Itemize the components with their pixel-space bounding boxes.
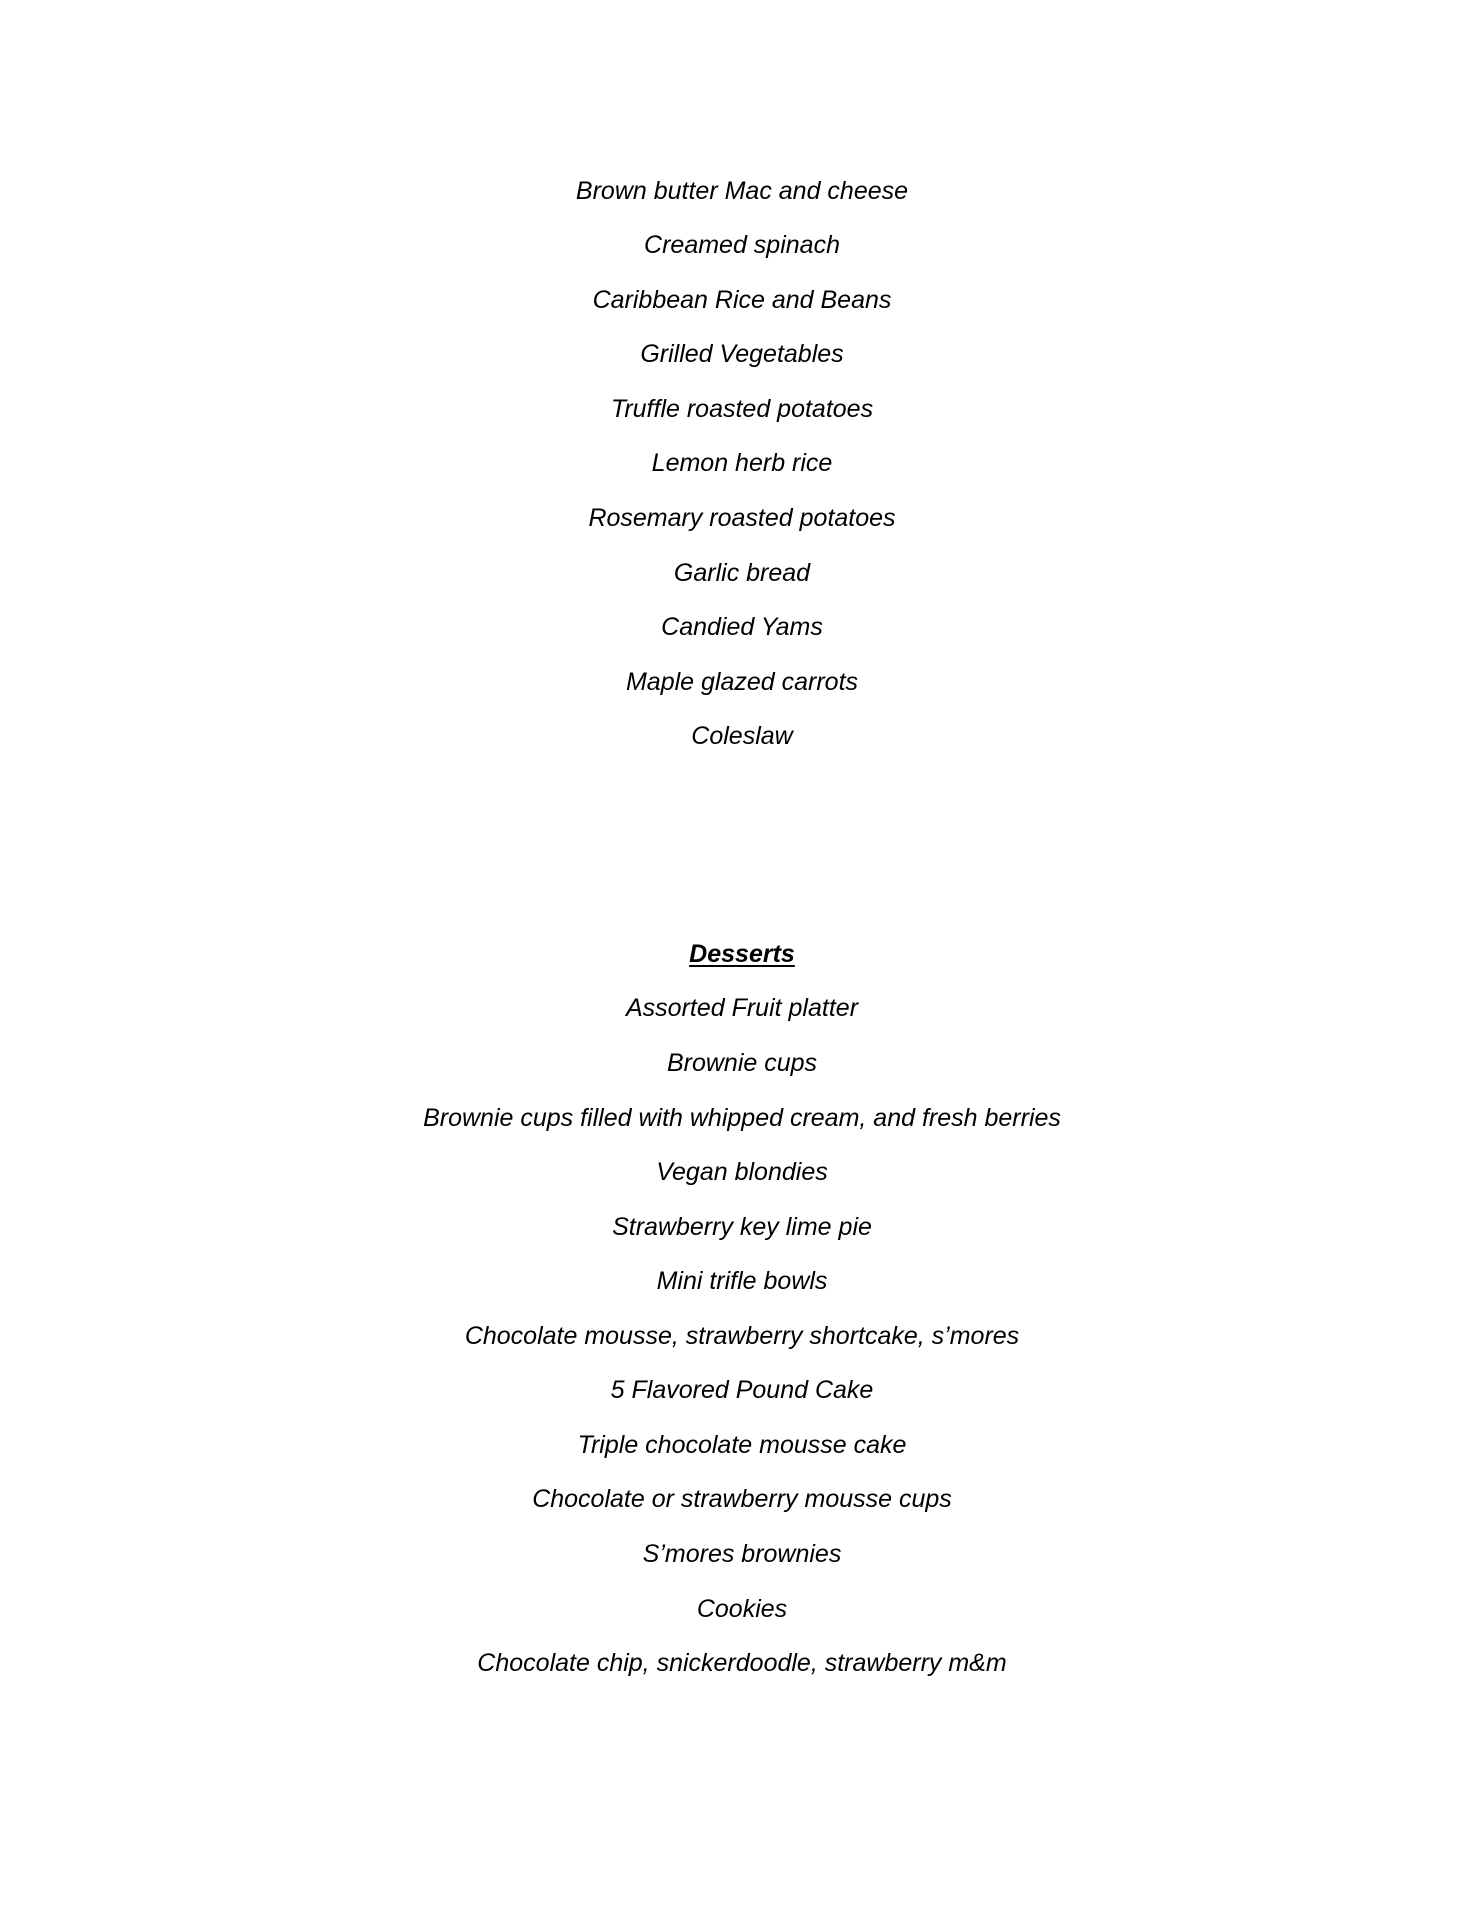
menu-item: Assorted Fruit platter [625, 994, 859, 1022]
menu-item: Brownie cups filled with whipped cream, and fresh berries [423, 1104, 1061, 1132]
menu-item: Brownie cups [666, 1049, 818, 1077]
menu-item: Strawberry key lime pie [612, 1213, 872, 1241]
menu-item: Chocolate or strawberry mousse cups [532, 1485, 952, 1513]
menu-item: Vegan blondies [656, 1158, 828, 1186]
menu-item: Candied Yams [661, 613, 823, 641]
menu-item: Brown butter Mac and cheese [575, 177, 909, 205]
menu-item: Truffle roasted potatoes [610, 395, 874, 423]
menu-item: Rosemary roasted potatoes [588, 504, 896, 532]
menu-item: Mini trifle bowls [656, 1267, 828, 1295]
menu-item: Chocolate chip, snickerdoodle, strawberry m&m [477, 1649, 1007, 1677]
menu-item: Lemon herb rice [651, 449, 833, 477]
menu-item: Triple chocolate mousse cake [577, 1431, 907, 1459]
menu-item: Creamed spinach [644, 231, 840, 259]
menu-item: Chocolate mousse, strawberry shortcake, s’mores [464, 1322, 1020, 1350]
menu-item: S’mores brownies [642, 1540, 842, 1568]
menu-item: 5 Flavored Pound Cake [610, 1376, 874, 1404]
menu-item: Garlic bread [673, 559, 811, 587]
menu-item: Coleslaw [691, 722, 793, 750]
section-heading: Desserts [689, 940, 795, 968]
menu-item: Maple glazed carrots [625, 668, 859, 696]
menu-item: Grilled Vegetables [640, 340, 844, 368]
menu-item: Cookies [696, 1595, 788, 1623]
menu-item: Caribbean Rice and Beans [592, 286, 892, 314]
